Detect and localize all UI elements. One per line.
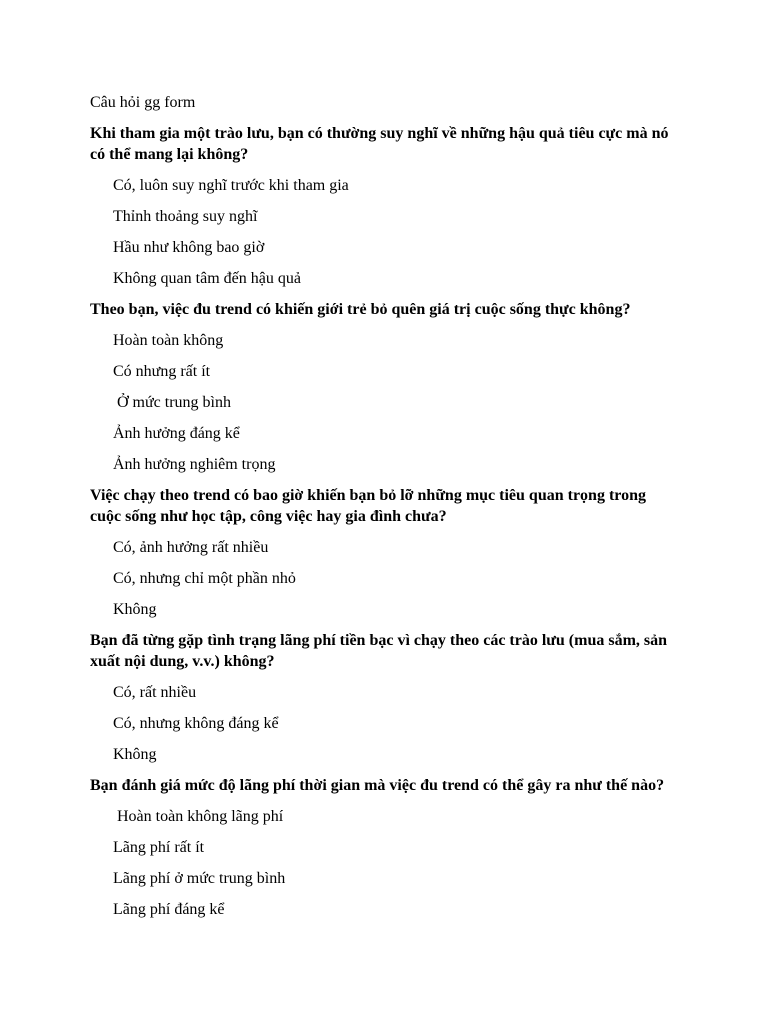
option-list xyxy=(90,330,675,475)
answer-option: Hầu như không bao giờ xyxy=(113,239,265,256)
option-list xyxy=(90,682,675,765)
option-list xyxy=(90,175,675,289)
answer-option: Lãng phí đáng kể xyxy=(113,901,225,918)
answer-option: Lãng phí ở mức trung bình xyxy=(113,870,286,887)
answer-option: Ảnh hưởng đáng kể xyxy=(113,425,240,442)
answer-option: Có, nhưng chỉ một phần nhỏ xyxy=(113,570,296,587)
question-block-5 xyxy=(90,775,675,920)
question-text: Khi tham gia một trào lưu, bạn có thường suy nghĩ về những hậu quả tiêu cực mà nó có thể mang lại không? xyxy=(90,125,669,163)
question-text: Bạn đánh giá mức độ lãng phí thời gian mà việc đu trend có thể gây ra như thế nào? xyxy=(90,777,665,794)
answer-option: Ở mức trung bình xyxy=(113,394,231,411)
answer-option: Không quan tâm đến hậu quả xyxy=(113,270,301,287)
answer-option: Có, rất nhiều xyxy=(113,684,197,701)
question-block-1 xyxy=(90,123,675,289)
answer-option: Có, nhưng không đáng kể xyxy=(113,715,279,732)
answer-option: Lãng phí rất ít xyxy=(113,839,205,856)
question-block-2 xyxy=(90,299,675,475)
answer-option: Ảnh hưởng nghiêm trọng xyxy=(113,456,276,473)
question-text: Theo bạn, việc đu trend có khiến giới trẻ bỏ quên giá trị cuộc sống thực không? xyxy=(90,301,631,318)
answer-option: Có nhưng rất ít xyxy=(113,363,211,380)
answer-option: Có, ảnh hưởng rất nhiều xyxy=(113,539,269,556)
answer-option: Không xyxy=(113,746,157,763)
answer-option: Thỉnh thoảng suy nghĩ xyxy=(113,208,258,225)
question-text: Việc chạy theo trend có bao giờ khiến bạn bỏ lỡ những mục tiêu quan trọng trong cuộc sống như học tập, công việc hay gia đình chưa? xyxy=(90,487,646,525)
document-content xyxy=(90,92,675,930)
option-list xyxy=(90,806,675,920)
answer-option: Không xyxy=(113,601,157,618)
question-text: Bạn đã từng gặp tình trạng lãng phí tiền bạc vì chạy theo các trào lưu (mua sắm, sản xuất nội dung, v.v.) không? xyxy=(90,632,668,670)
answer-option: Hoàn toàn không lãng phí xyxy=(113,808,284,825)
document-title: Câu hỏi gg form xyxy=(90,94,196,111)
question-block-3 xyxy=(90,485,675,620)
question-block-4 xyxy=(90,630,675,765)
option-list xyxy=(90,537,675,620)
answer-option: Có, luôn suy nghĩ trước khi tham gia xyxy=(113,177,349,194)
answer-option: Hoàn toàn không xyxy=(113,332,224,349)
